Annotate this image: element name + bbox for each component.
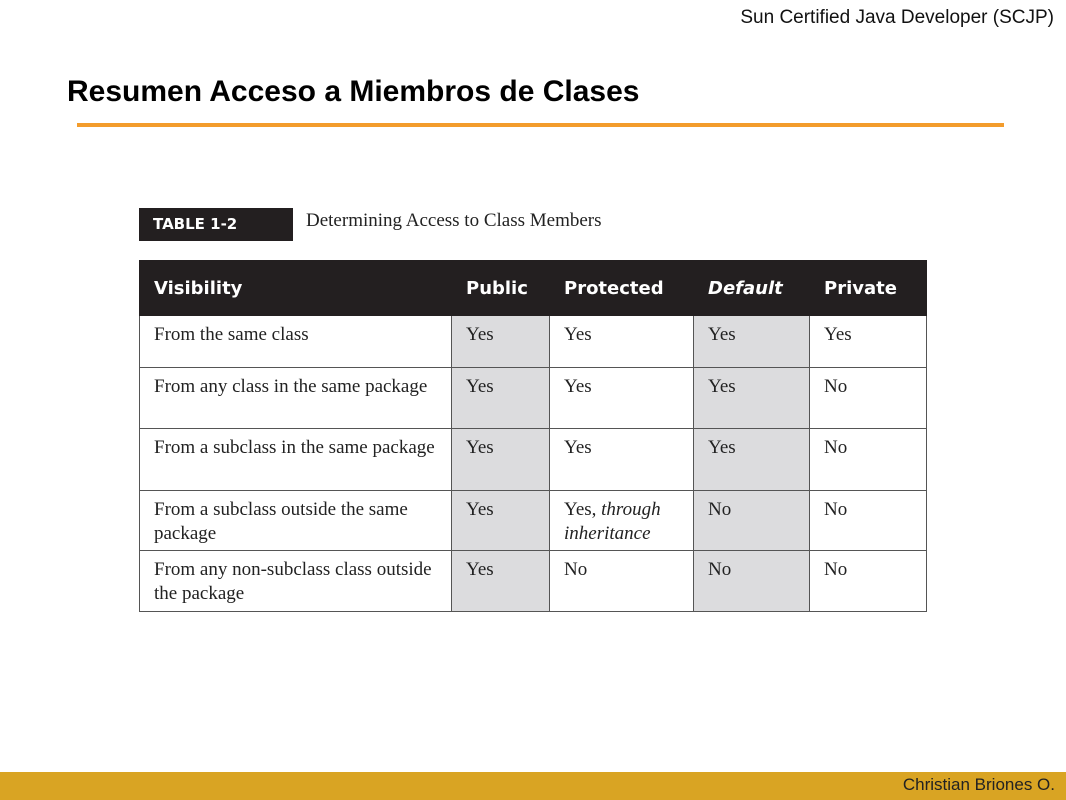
- visibility-cell: From a subclass in the same package: [140, 429, 452, 491]
- protected-cell: [550, 551, 694, 612]
- visibility-cell: From a subclass outside the same package: [140, 491, 452, 551]
- protected-value: Yes: [564, 324, 592, 345]
- protected-value: Yes: [564, 437, 592, 458]
- column-header-public: Public: [452, 261, 550, 316]
- protected-value-note: through inheritance: [564, 499, 661, 544]
- visibility-cell: From any class in the same package: [140, 368, 452, 429]
- private-cell: No: [810, 491, 927, 551]
- visibility-cell: From any non-subclass class outside the package: [140, 551, 452, 612]
- column-header-private: Private: [810, 261, 927, 316]
- table-row: [140, 551, 927, 612]
- public-cell: Yes: [452, 316, 550, 368]
- table-header-row: [140, 261, 927, 316]
- protected-cell: [550, 491, 694, 551]
- private-cell: No: [810, 429, 927, 491]
- private-cell: No: [810, 368, 927, 429]
- default-cell: No: [694, 551, 810, 612]
- public-cell: Yes: [452, 551, 550, 612]
- default-cell: Yes: [694, 429, 810, 491]
- column-header-default: Default: [694, 261, 810, 316]
- private-cell: Yes: [810, 316, 927, 368]
- default-cell: Yes: [694, 316, 810, 368]
- default-cell: No: [694, 491, 810, 551]
- title-underline: [77, 123, 1004, 127]
- default-cell: Yes: [694, 368, 810, 429]
- public-cell: Yes: [452, 429, 550, 491]
- table-row: [140, 368, 927, 429]
- slide-title: Resumen Acceso a Miembros de Clases: [67, 75, 640, 108]
- column-header-protected: Protected: [550, 261, 694, 316]
- private-cell: No: [810, 551, 927, 612]
- protected-value: No: [564, 559, 588, 580]
- table-row: [140, 429, 927, 491]
- protected-cell: [550, 429, 694, 491]
- footer-bar: [0, 772, 1066, 800]
- table-caption-tag: TABLE 1-2: [139, 208, 293, 241]
- column-header-visibility: Visibility: [140, 261, 452, 316]
- table-row: [140, 491, 927, 551]
- table-row: [140, 316, 927, 368]
- protected-cell: [550, 316, 694, 368]
- visibility-cell: From the same class: [140, 316, 452, 368]
- protected-value: Yes: [564, 376, 592, 397]
- public-cell: Yes: [452, 368, 550, 429]
- access-table: [139, 260, 927, 612]
- public-cell: Yes: [452, 491, 550, 551]
- protected-value: Yes,: [564, 499, 597, 520]
- protected-cell: [550, 368, 694, 429]
- course-title: Sun Certified Java Developer (SCJP): [740, 7, 1054, 28]
- footer-author: Christian Briones O.: [902, 775, 1055, 794]
- table-caption-text: Determining Access to Class Members: [306, 210, 602, 231]
